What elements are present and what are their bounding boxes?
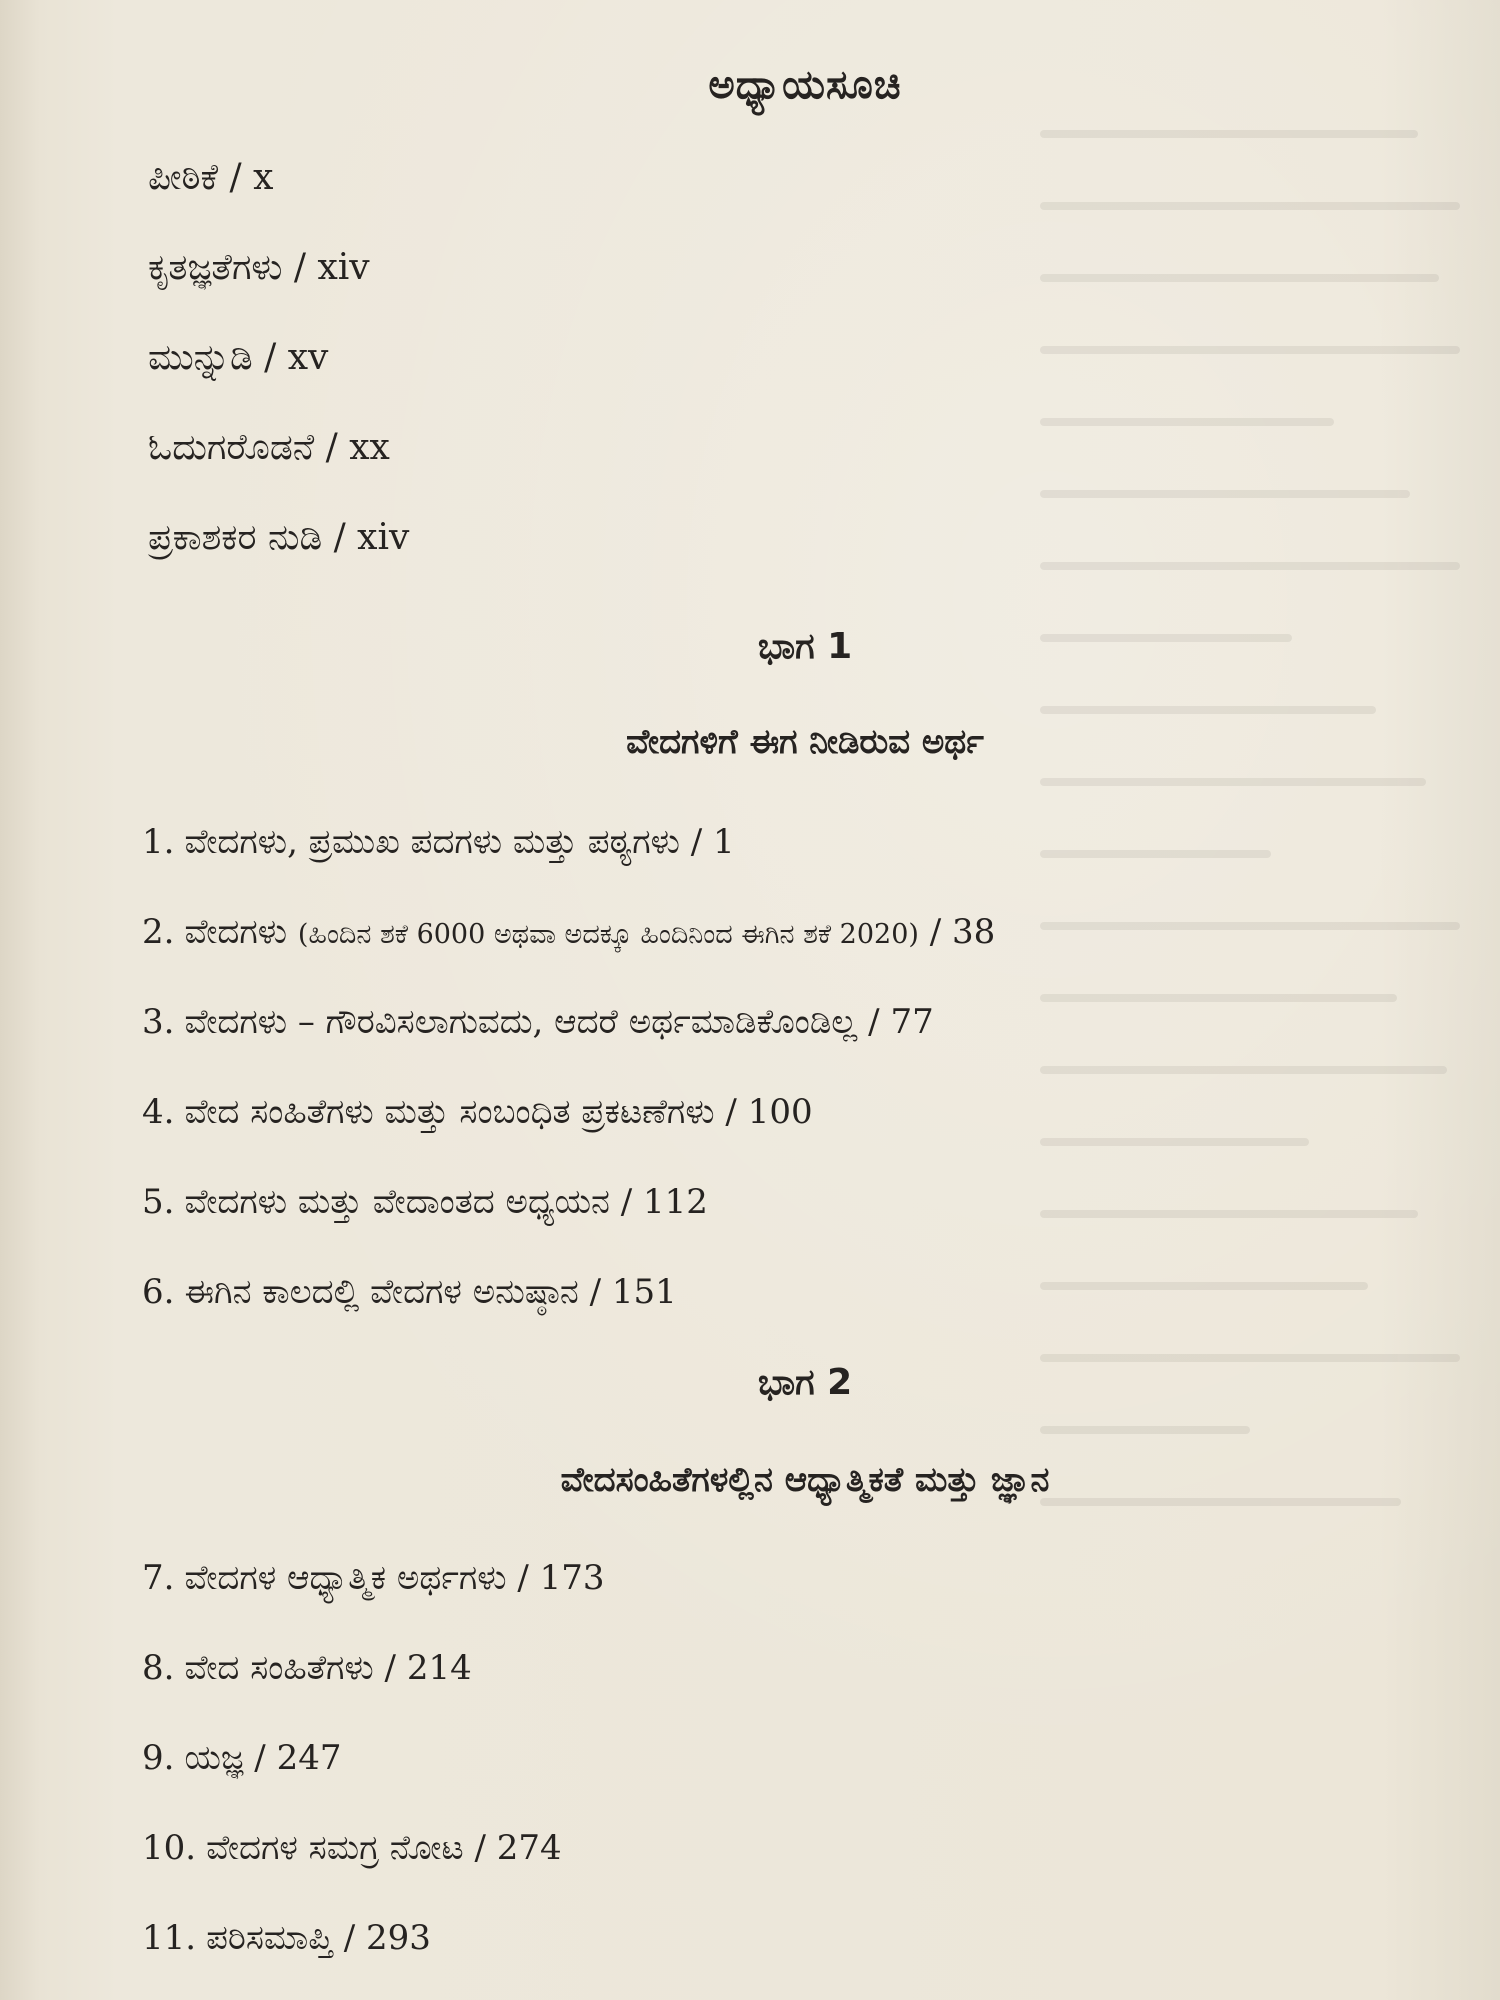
front-matter-item: ಮುನ್ನುಡಿ / xv	[148, 337, 329, 378]
front-matter-item: ಪೀಠಿಕೆ / x	[148, 157, 274, 198]
part-1-chapter-list	[142, 812, 995, 1352]
chapter-item: 7. ವೇದಗಳ ಆಧ್ಯಾತ್ಮಿಕ ಅರ್ಥಗಳು / 173	[142, 1558, 605, 1598]
chapter-item: 5. ವೇದಗಳು ಮತ್ತು ವೇದಾಂತದ ಅಧ್ಯಯನ / 112	[142, 1182, 708, 1222]
front-matter-item: ಪ್ರಕಾಶಕರ ನುಡಿ / xiv	[148, 517, 410, 558]
page-title: ಅಧ್ಯಾಯಸೂಚಿ	[708, 62, 902, 108]
chapter-item: 6. ಈಗಿನ ಕಾಲದಲ್ಲಿ ವೇದಗಳ ಅನುಷ್ಠಾನ / 151	[142, 1272, 677, 1312]
part-2-title: ವೇದಸಂಹಿತೆಗಳಲ್ಲಿನ ಆಧ್ಯಾತ್ಮಿಕತೆ ಮತ್ತು ಜ್ಞಾನ	[560, 1460, 1050, 1500]
part-1-label: ಭಾಗ 1	[757, 626, 853, 667]
part-1-title: ವೇದಗಳಿಗೆ ಈಗ ನೀಡಿರುವ ಅರ್ಥ	[626, 722, 984, 762]
chapter-item: 8. ವೇದ ಸಂಹಿತೆಗಳು / 214	[142, 1648, 472, 1688]
chapter-item: 1. ವೇದಗಳು, ಪ್ರಮುಖ ಪದಗಳು ಮತ್ತು ಪಠ್ಯಗಳು / 1	[142, 822, 735, 862]
chapter-item: 2. ವೇದಗಳು (ಹಿಂದಿನ ಶಕೆ 6000 ಅಥವಾ ಅದಕ್ಕೂ ಹಿಂದಿನಿಂದ ಈಗಿನ ಶಕೆ 2020) / 38	[142, 912, 996, 952]
part-2-label: ಭಾಗ 2	[757, 1362, 853, 1403]
chapter-item: 3. ವೇದಗಳು – ಗೌರವಿಸಲಾಗುವದು, ಆದರೆ ಅರ್ಥಮಾಡಿಕೊಂಡಿಲ್ಲ / 77	[142, 1002, 934, 1042]
chapter-item: 9. ಯಜ್ಞ / 247	[142, 1738, 342, 1778]
front-matter-list	[148, 148, 409, 598]
part-2-chapter-list	[142, 1548, 605, 1998]
front-matter-item: ಕೃತಜ್ಞತೆಗಳು / xiv	[148, 247, 370, 288]
chapter-item: 10. ವೇದಗಳ ಸಮಗ್ರ ನೋಟ / 274	[142, 1828, 562, 1868]
chapter-item: 11. ಪರಿಸಮಾಪ್ತಿ / 293	[142, 1918, 431, 1958]
chapter-item: 4. ವೇದ ಸಂಹಿತೆಗಳು ಮತ್ತು ಸಂಬಂಧಿತ ಪ್ರಕಟಣೆಗಳು / 100	[142, 1092, 813, 1132]
front-matter-item: ಓದುಗರೊಡನೆ / xx	[148, 427, 390, 468]
